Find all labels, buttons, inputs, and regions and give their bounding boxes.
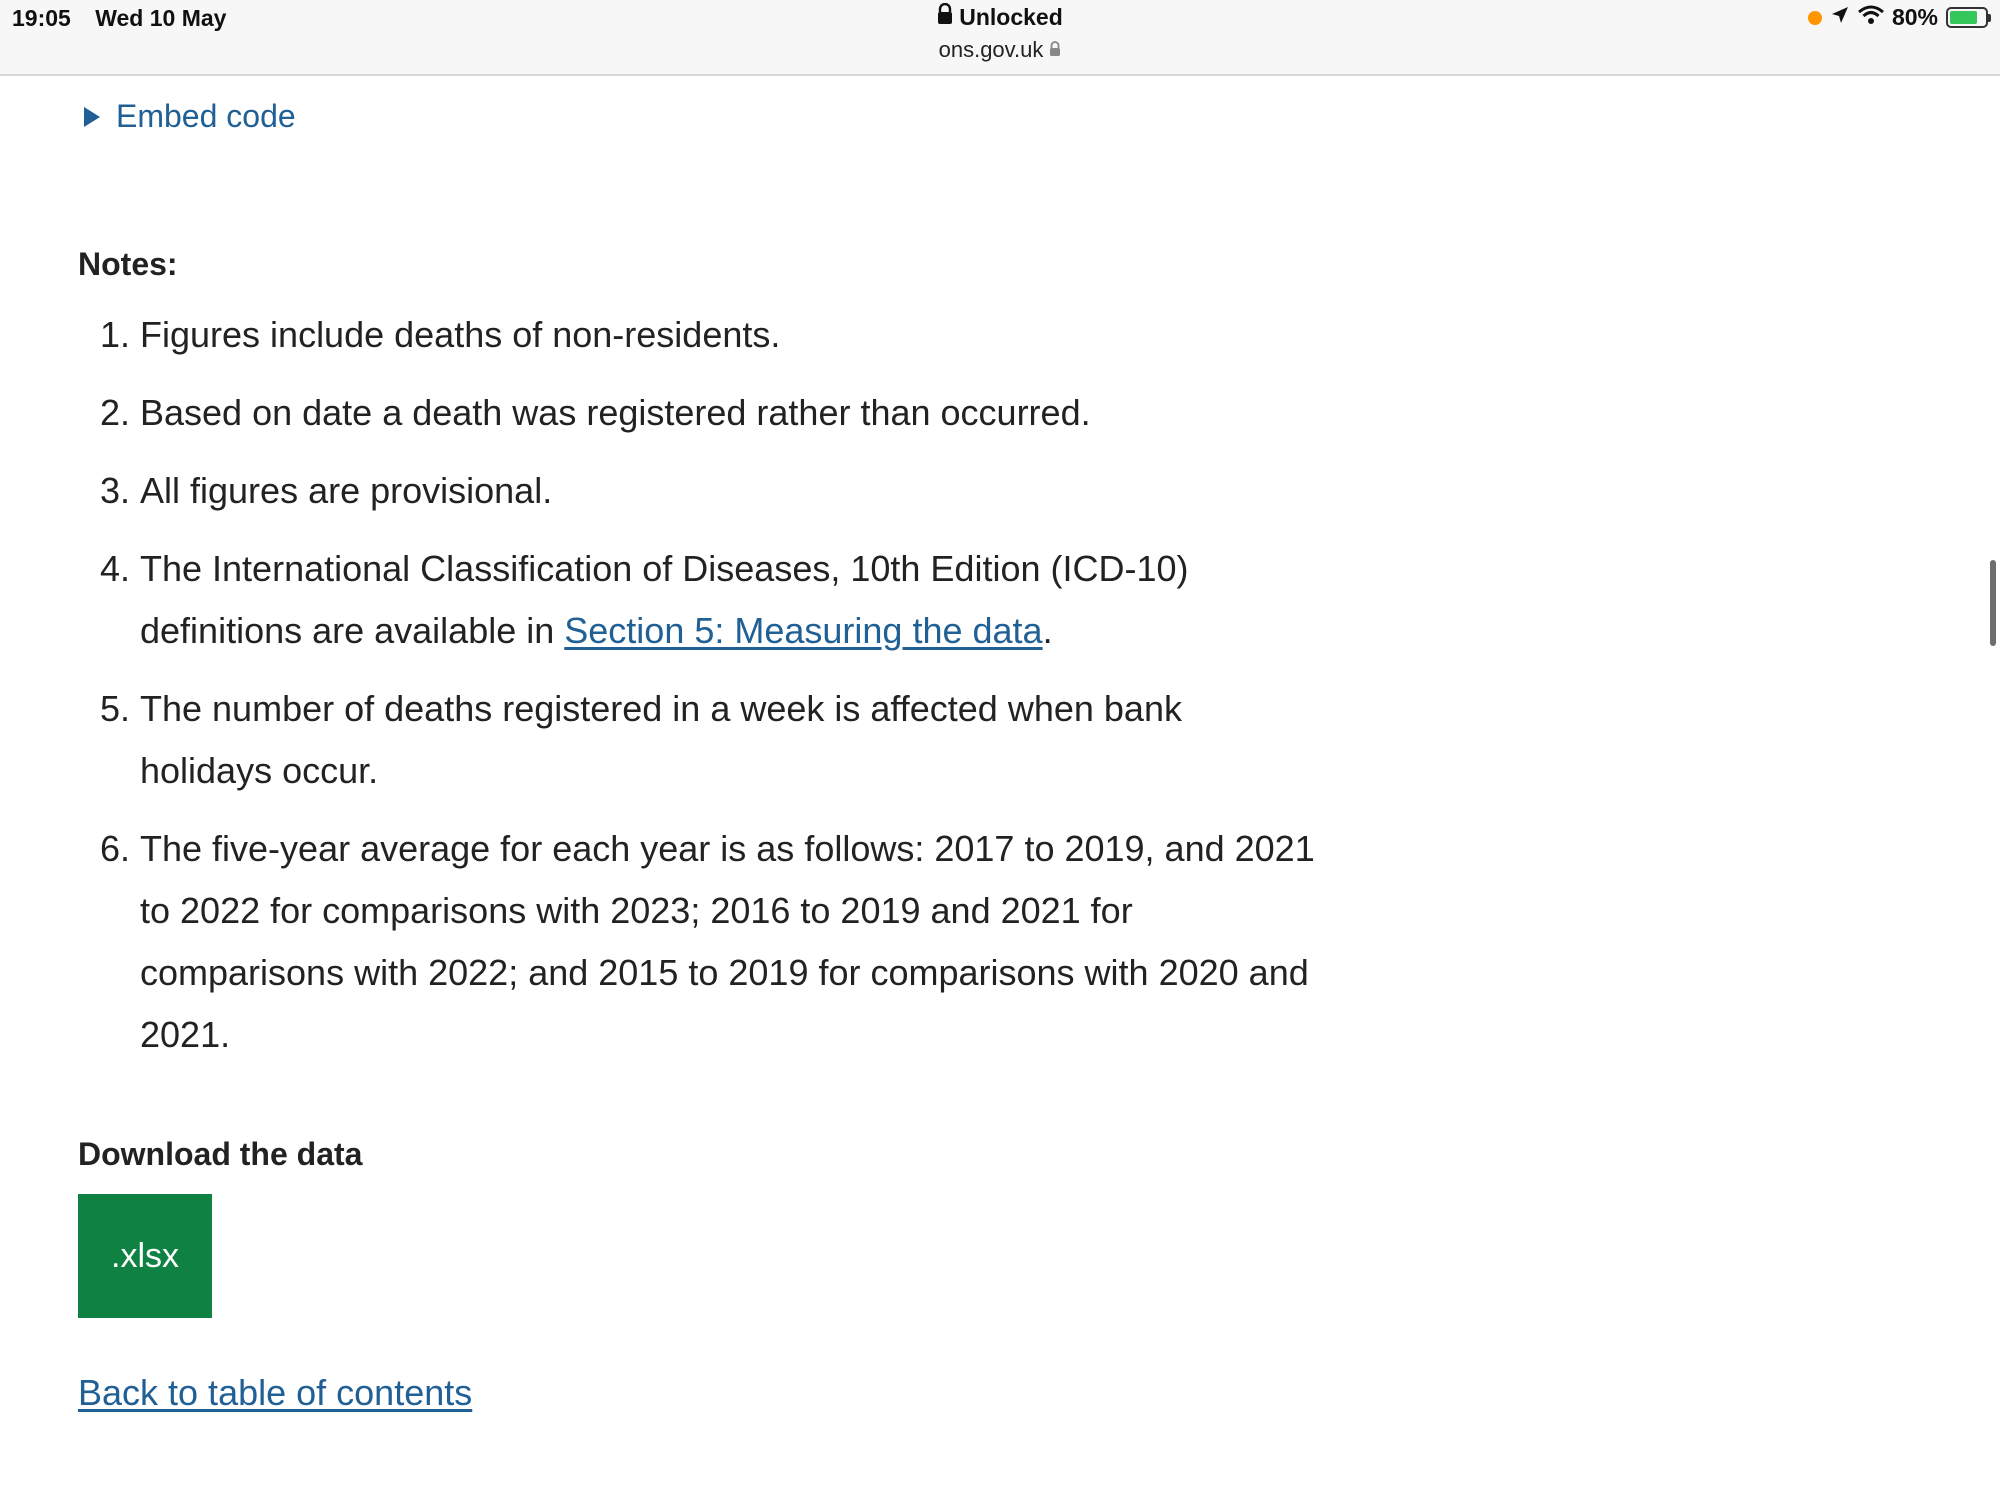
download-xlsx-button[interactable]: .xlsx xyxy=(78,1194,212,1318)
list-item: 3. All figures are provisional. xyxy=(140,460,1320,522)
battery-percentage: 80% xyxy=(1891,4,1938,30)
list-item: 2. Based on date a death was registered rather than occurred. xyxy=(140,382,1320,444)
expand-triangle-icon xyxy=(84,107,100,127)
status-date: Wed 10 May xyxy=(95,5,227,31)
scrollbar[interactable] xyxy=(1990,560,1996,646)
list-item: 5. The number of deaths registered in a week is affected when bank holidays occur. xyxy=(140,678,1320,802)
list-item: 6. The five-year average for each year is as follows: 2017 to 2019, and 2021 to 2022 for comparisons with 2023; 2016 to 2019 and 2021 for comparisons with 2022; and 2015 to 2019 for comparisons with 2020 and 2021. xyxy=(140,818,1320,1066)
download-heading: Download the data xyxy=(78,1136,363,1172)
privacy-indicator-icon xyxy=(1808,11,1822,25)
section-5-link[interactable]: Section 5: Measuring the data xyxy=(564,610,1043,651)
notes-list xyxy=(78,304,1320,1082)
embed-code-label: Embed code xyxy=(116,98,296,134)
lock-icon xyxy=(937,3,953,31)
location-icon xyxy=(1830,4,1850,31)
url-text[interactable]: ons.gov.uk xyxy=(938,37,1044,62)
battery-icon xyxy=(1946,7,1988,28)
list-item: 4. The International Classification of Diseases, 10th Edition (ICD-10) definitions are available in Section 5: Measuring the data. xyxy=(140,538,1320,662)
status-icons xyxy=(1808,4,1988,31)
back-to-contents-link[interactable]: Back to table of contents xyxy=(78,1372,473,1413)
status-time: 19:05 xyxy=(12,5,71,31)
address-bar[interactable] xyxy=(0,3,2000,63)
list-item: 1. Figures include deaths of non-residents. xyxy=(140,304,1320,366)
status-bar xyxy=(0,0,2000,76)
wifi-icon xyxy=(1858,4,1884,31)
embed-code-toggle[interactable] xyxy=(84,98,296,135)
secure-lock-icon xyxy=(1049,37,1061,63)
notes-heading: Notes: xyxy=(78,246,178,282)
lock-status-label: Unlocked xyxy=(959,3,1063,30)
